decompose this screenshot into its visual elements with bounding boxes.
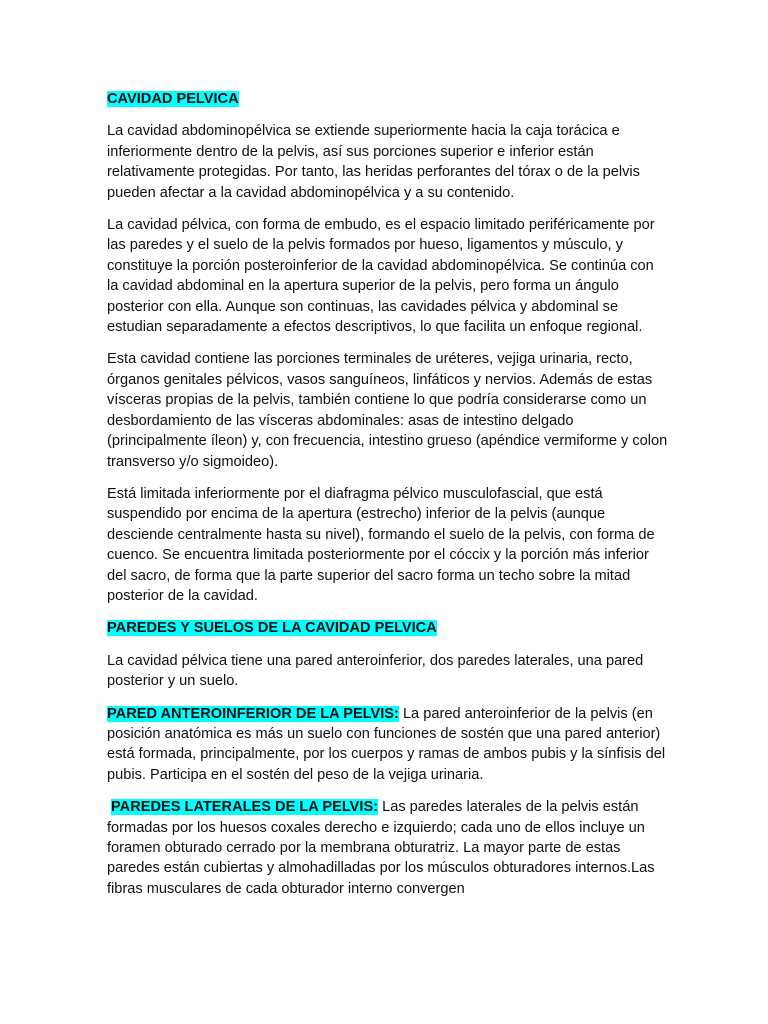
highlighted-heading: CAVIDAD PELVICA	[107, 91, 239, 107]
paragraph-5: La cavidad pélvica tiene una pared anteroinferior, dos paredes laterales, una pared posterior y un suelo.	[107, 652, 644, 690]
paragraph-4: Está limitada inferiormente por el diafragma pélvico musculofascial, que está suspendido por encima de la apertura (estrecho) inferior de la pelvis (aunque desciende centralmente hasta su nivel), formando el suelo de la pelvis, con forma de cuenco. Se encuentra limitada posteriormente por el cóccix y la porción más inferior del sacro, de forma que la parte superior del sacro forma un techo sobre la mitad posterior de la cavidad.	[107, 485, 655, 604]
paragraph-7-text: Las paredes laterales de la pelvis están formadas por los huesos coxales derecho e izquierdo; cada uno de ellos incluye un foramen obturado cerrado por la membrana obturatriz. La mayor parte de estas paredes están cubiertas y almohadilladas por los músculos obturadores internos.Las fibras musculares de cada obturador interno convergen	[107, 799, 655, 897]
section-heading-paredes-suelos	[107, 618, 668, 638]
paragraph-3: Esta cavidad contiene las porciones terminales de uréteres, vejiga urinaria, recto, órganos genitales pélvicos, vasos sanguíneos, linfáticos y nervios. Además de estas vísceras propias de la pelvis, también contiene lo que podría considerarse como un desbordamiento de las vísceras abdominales: asas de intestino delgado (principalmente íleon) y, con frecuencia, intestino grueso (apéndice vermiforme y colon transverso y/o sigmoideo).	[107, 351, 668, 470]
highlighted-heading: PAREDES Y SUELOS DE LA CAVIDAD PELVICA	[107, 620, 437, 637]
inline-heading-paredes-laterales: PAREDES LATERALES DE LA PELVIS:	[111, 799, 379, 816]
paragraph-7	[107, 797, 668, 899]
paragraph-2: La cavidad pélvica, con forma de embudo, es el espacio limitado periféricamente por las paredes y el suelo de la pelvis formados por hueso, ligamentos y músculo, y constituye la porción posteroinferior de la cavidad abdominopélvica. Se continúa con la cavidad abdominal en la apertura superior de la pelvis, pero forma un ángulo posterior con ella. Aunque son continuas, las cavidades pélvica y abdominal se estudian separadamente a efectos descriptivos, lo que facilita un enfoque regional.	[107, 217, 655, 336]
section-heading-cavidad-pelvica	[107, 89, 668, 109]
paragraph-6	[107, 704, 668, 786]
paragraph-6-text: La pared anteroinferior de la pelvis (en posición anatómica es más un suelo con funciones de sostén que una pared anterior) está formada, principalmente, por los cuerpos y ramas de ambos pubis y la sínfisis del pubis. Participa en el sostén del peso de la vejiga urinaria.	[107, 705, 666, 783]
paragraph-1: La cavidad abdominopélvica se extiende superiormente hacia la caja torácica e inferiormente dentro de la pelvis, así sus porciones superior e inferior están relativamente protegidas. Por tanto, las heridas perforantes del tórax o de la pelvis pueden afectar a la cavidad abdominopélvica y a su contenido.	[107, 123, 640, 201]
inline-heading-pared-anteroinferior: PARED ANTEROINFERIOR DE LA PELVIS:	[107, 705, 399, 722]
